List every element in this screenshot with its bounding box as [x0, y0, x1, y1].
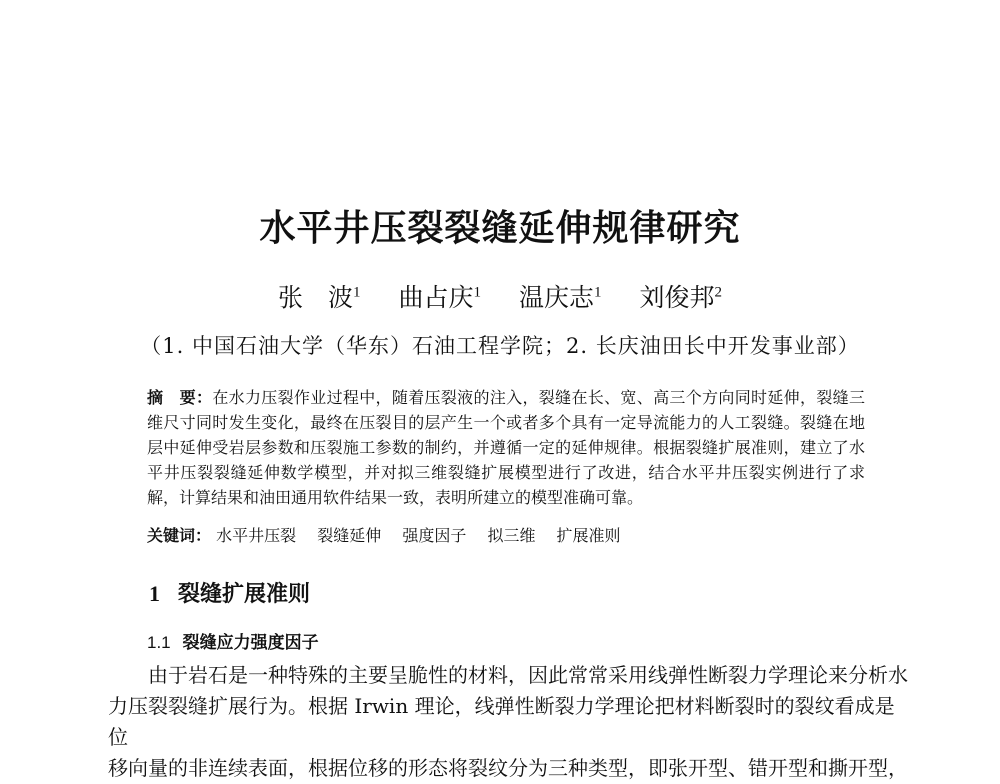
- author-list: [0, 278, 1000, 314]
- keyword: 裂缝延伸: [317, 526, 382, 545]
- abstract-label: 摘 要：: [147, 388, 213, 407]
- body-line: 移向量的非连续表面，根据位移的形态将裂纹分为三种类型，即张开型、错开型和撕开型，: [108, 756, 908, 780]
- section-heading: [149, 577, 310, 608]
- section-number: 1: [149, 581, 160, 606]
- body-line: 由于岩石是一种特殊的主要呈脆性的材料，因此常常采用线弹性断裂力学理论来分析水: [108, 663, 908, 687]
- abstract: [147, 385, 865, 510]
- body-text: [108, 660, 908, 784]
- keyword: 水平井压裂: [216, 526, 297, 545]
- paper-title: 水平井压裂裂缝延伸规律研究: [259, 207, 741, 249]
- body-line: 力压裂裂缝扩展行为。根据 Irwin 理论，线弹性断裂力学理论把材料断裂时的裂纹看成是位: [108, 694, 895, 749]
- author: 温庆志$^1$: [519, 283, 602, 312]
- author: 刘俊邦$^2$: [639, 283, 723, 312]
- author: 曲占庆$^1$: [398, 283, 481, 312]
- subsection-heading: [147, 628, 319, 653]
- keywords: [147, 524, 865, 548]
- subsection-title: 裂缝应力强度因子: [182, 633, 319, 653]
- affiliation: （1. 中国石油大学（华东）石油工程学院；2. 长庆油田长中开发事业部）: [140, 334, 860, 358]
- keywords-label: 关键词：: [147, 526, 212, 545]
- keyword: 强度因子: [402, 526, 467, 545]
- keyword: 拟三维: [487, 526, 536, 545]
- author: 张 波$^1$: [277, 283, 361, 312]
- abstract-text: 在水力压裂作业过程中，随着压裂液的注入，裂缝在长、宽、高三个方向同时延伸，裂缝三维尺寸同时发生变化，最终在压裂目的层产生一个或者多个具有一定导流能力的人工裂缝。裂缝在地层中延伸受岩层参数和压裂施工参数的制约，并遵循一定的延伸规律。根据裂缝扩展准则，建立了水平井压裂裂缝延伸数学模型，并对拟三维裂缝扩展模型进行了改进，结合水平井压裂实例进行了求解，计算结果和油田通用软件结果一致，表明所建立的模型准确可靠。: [147, 388, 865, 507]
- keyword: 扩展准则: [556, 526, 621, 545]
- section-title: 裂缝扩展准则: [178, 582, 311, 607]
- subsection-number: 1.1: [147, 633, 171, 652]
